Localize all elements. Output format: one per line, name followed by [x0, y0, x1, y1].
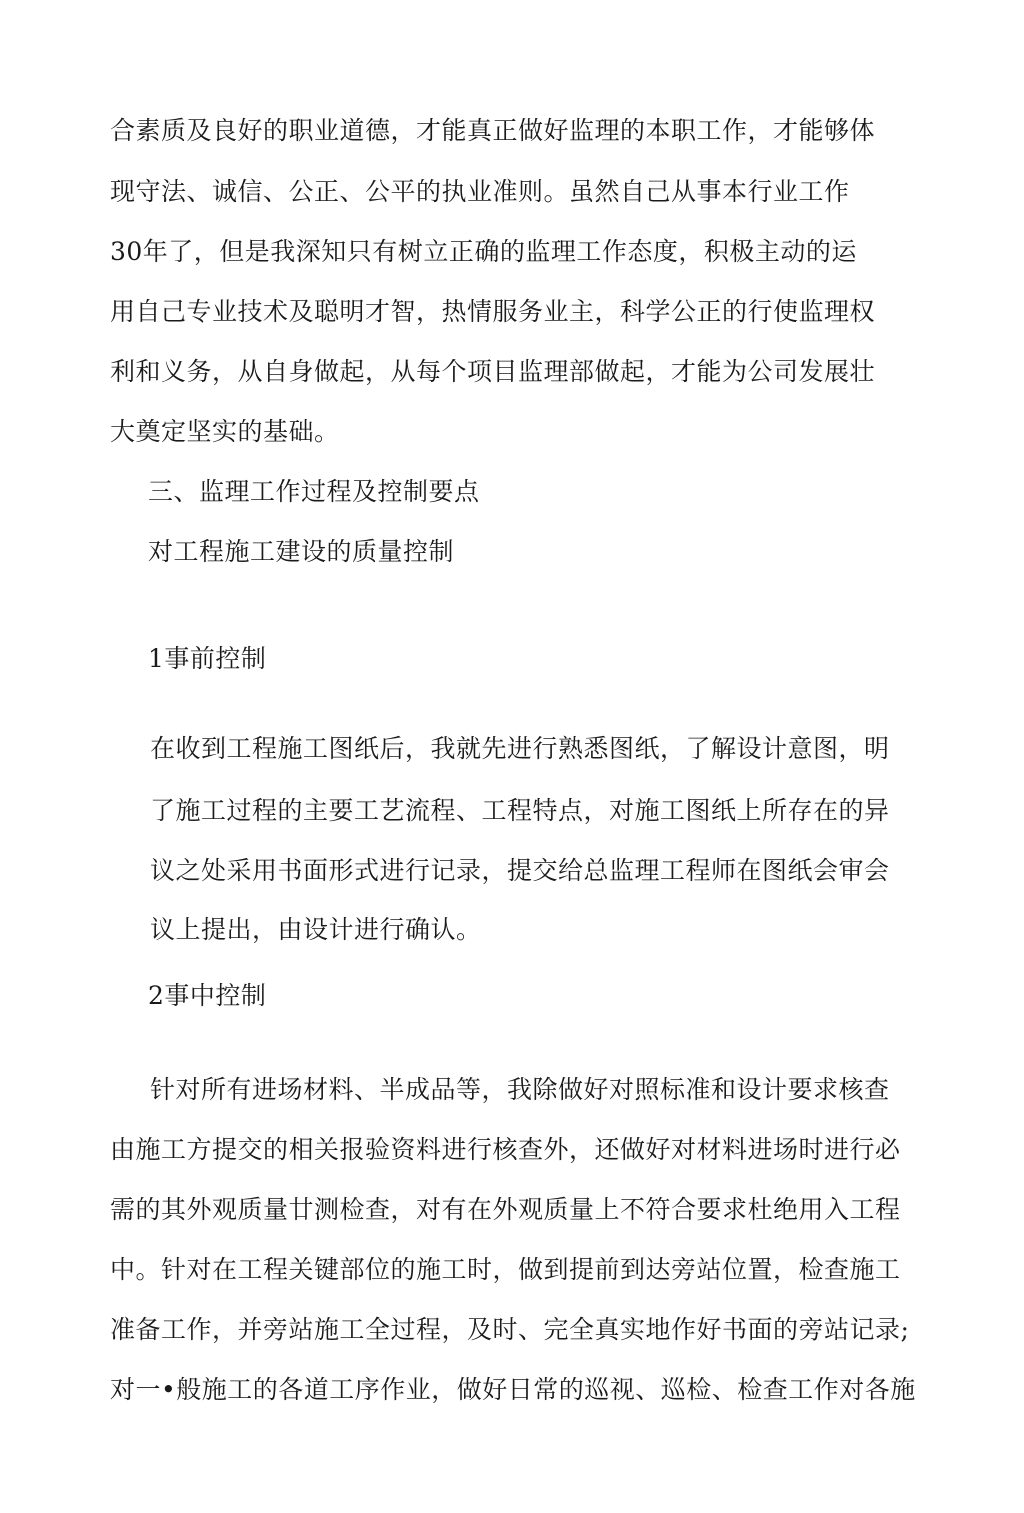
section-heading: 三、监理工作过程及控制要点 — [148, 477, 480, 506]
text-line: 针对所有进场材料、半成品等，我除做好对照标准和设计要求核查 — [150, 1075, 890, 1104]
text-line: 用自己专业技术及聪明才智，热情服务业主，科学公正的行使监理权 — [110, 297, 876, 326]
item-heading-pre-control: 1事前控制 — [148, 644, 267, 673]
text-line: 30年了，但是我深知只有树立正确的监理工作态度，积极主动的运 — [110, 237, 857, 266]
item-heading-in-process-control: 2事中控制 — [148, 981, 267, 1010]
text-line: 合素质及良好的职业道德，才能真正做好监理的本职工作，才能够体 — [110, 116, 876, 145]
subheading: 对工程施工建设的质量控制 — [148, 537, 455, 566]
text-line: 议上提出，由设计进行确认。 — [150, 915, 482, 944]
text-line: 现守法、诚信、公正、公平的执业准则。虽然自己从事本行业工作 — [110, 177, 850, 206]
text-line: 在收到工程施工图纸后，我就先进行熟悉图纸，了解设计意图，明 — [150, 734, 890, 763]
text-line: 对一•般施工的各道工序作业，做好日常的巡视、巡检、检查工作对各施 — [110, 1375, 916, 1404]
text-line: 准备工作，并旁站施工全过程，及时、完全真实地作好书面的旁站记录; — [110, 1315, 910, 1344]
text-line: 了施工过程的主要工艺流程、工程特点，对施工图纸上所存在的异 — [150, 796, 890, 825]
text-line: 利和义务，从自身做起，从每个项目监理部做起，才能为公司发展壮 — [110, 357, 876, 386]
text-line: 议之处采用书面形式进行记录，提交给总监理工程师在图纸会审会 — [150, 856, 890, 885]
text-line: 需的其外观质量廿测检查，对有在外观质量上不符合要求杜绝用入工程 — [110, 1195, 901, 1224]
text-line: 大奠定坚实的基础。 — [110, 417, 340, 446]
text-line: 由施工方提交的相关报验资料进行核查外，还做好对材料进场时进行必 — [110, 1135, 901, 1164]
text-line: 中。针对在工程关键部位的施工时，做到提前到达旁站位置，检查施工 — [110, 1255, 901, 1284]
